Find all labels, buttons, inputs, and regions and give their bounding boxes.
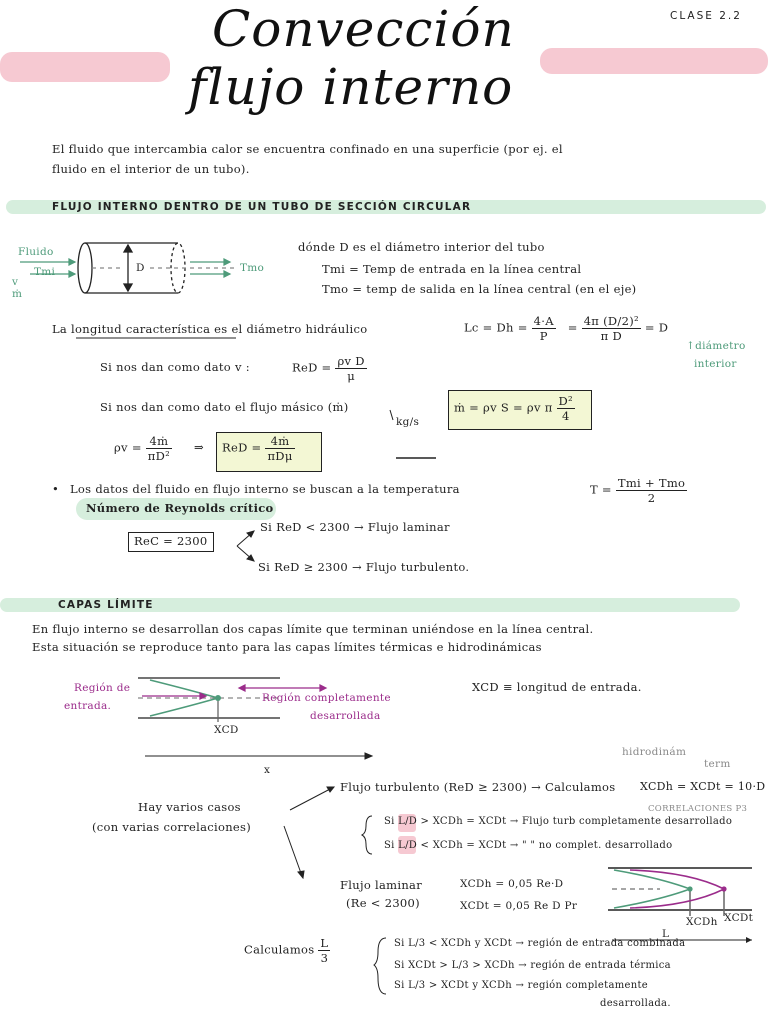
rec-label: ReC = 2300 [134, 534, 208, 548]
calc-num: L [320, 936, 329, 950]
lc-frac2-num: 4π (D/2)² [583, 314, 639, 328]
region-desarrollada-1: Región completamente [262, 692, 391, 704]
xcdt-label: XCDt [724, 912, 754, 924]
calc-text: Calculamos [244, 942, 315, 957]
re-box-den: πDμ [267, 449, 293, 463]
def-tmo: Tmo = temp de salida en la línea central (en el eje) [322, 282, 637, 296]
def-d: dónde D es el diámetro interior del tubo [298, 240, 545, 254]
pv-den: πD² [147, 449, 171, 463]
x-axis-label: x [264, 764, 271, 776]
xcdh-label: XCDh [686, 916, 718, 928]
intro-line1: El fluido que intercambia calor se encuentra confinado en una superficie (por ej. el [52, 142, 563, 156]
pv-equation [114, 434, 172, 463]
laminar-label2: (Re < 2300) [346, 896, 420, 910]
re-box-frac [265, 434, 294, 463]
re-v-eq-label: ReD = [292, 360, 332, 375]
tube-v-label: v [12, 276, 19, 288]
lc-frac1-num: 4·A [533, 314, 554, 328]
m-box-label: ṁ = ρv S = ρv π [454, 400, 553, 415]
re-m-text: Si nos dan como dato el flujo másico (ṁ) [100, 400, 349, 414]
correlaciones-label: CORRELACIONES P3 [648, 804, 748, 814]
class-label: CLASE 2.2 [670, 10, 742, 22]
calc-case3b: desarrollada. [600, 998, 671, 1009]
lc-text: La longitud característica es el diámetro hidráulico [52, 322, 368, 336]
xcd-label: XCD [214, 724, 239, 736]
temp-den: 2 [647, 491, 656, 505]
region-desarrollada-2: desarrollada [310, 710, 381, 722]
calc-case2: Si XCDt > L/3 > XCDh → región de entrada térmica [394, 960, 671, 971]
re-v-num: ρv D [337, 354, 365, 368]
temp-bullet: • [52, 482, 60, 496]
lc-frac2 [582, 314, 641, 343]
re-box-eq [222, 434, 295, 463]
intro-line2: fluido en el interior de un tubo). [52, 162, 250, 176]
turb-text: Flujo turbulento (ReD ≥ 2300) → Calculamos [340, 780, 616, 794]
tube-d-label: D [136, 262, 145, 274]
calc-den: 3 [320, 951, 329, 965]
section2-line1: En flujo interno se desarrollan dos capas límite que terminan uniéndose en la línea central. [32, 622, 594, 636]
re-m-unit: kg/s [396, 416, 420, 428]
temp-text: Los datos del fluido en flujo interno se buscan a la temperatura [70, 482, 460, 496]
turb-si2: Si L/D < XCDh = XCDt → " " no complet. desarrollado [384, 840, 673, 851]
tube-fluido-label: Fluido [18, 246, 54, 258]
casos-line2: (con varias correlaciones) [92, 820, 251, 834]
pv-num: 4ṁ [146, 434, 172, 449]
section2-heading: CAPAS LÍMITE [58, 599, 154, 611]
m-box-frac [557, 394, 575, 423]
case-turbulent: Si ReD ≥ 2300 → Flujo turbulento. [258, 560, 470, 574]
lc-frac1 [532, 314, 556, 343]
laminar-eq2: XCDt = 0,05 Re D Pr [460, 900, 578, 912]
lc-frac2-den: π D [600, 329, 622, 343]
casos-line1: Hay varios casos [138, 800, 241, 814]
lc-result: = D [644, 320, 669, 335]
pipe-l-label: L [662, 928, 670, 940]
turb-eq: XCDh = XCDt = 10·D [640, 780, 766, 793]
temp-num: Tmi + Tmo [617, 476, 686, 490]
pv-eq-label: ρv = [114, 440, 142, 455]
tube-tmi-label: Tmi [34, 266, 56, 278]
tube-diagram [78, 243, 235, 293]
section1-heading: FLUJO INTERNO DENTRO DE UN TUBO DE SECCIÓN CIRCULAR [52, 201, 472, 213]
calc-case1: Si L/3 < XCDh y XCDt → región de entrada combinada [394, 938, 686, 949]
turb-si1: Si L/D > XCDh = XCDt → Flujo turb completamente desarrollado [384, 816, 733, 827]
page-title-line2: flujo interno [188, 58, 514, 116]
m-box-num: D² [558, 394, 573, 408]
tube-m-label: ṁ [12, 288, 23, 300]
term-label: term [704, 758, 731, 770]
re-box-num: 4ṁ [265, 434, 294, 449]
m-box-eq [454, 394, 575, 423]
re-v-frac [335, 354, 366, 383]
m-box-den: 4 [561, 409, 570, 423]
lc-frac1-den: P [539, 329, 548, 343]
lc-equation: Lc = Dh = $\frac{4\cdot A}{P}$ = $\frac{\text{4π (D/2)²}}{\text{π D}}$ = D [464, 314, 669, 343]
page-title-line1: Convección [212, 0, 515, 58]
re-v-den: μ [347, 369, 356, 383]
case-laminar: Si ReD < 2300 → Flujo laminar [260, 520, 450, 534]
temp-frac [616, 476, 687, 505]
calc-label [244, 936, 330, 965]
temp-eq-label: T = [590, 482, 612, 497]
pv-frac [146, 434, 172, 463]
def-tmi: Tmi = Temp de entrada en la línea central [322, 262, 582, 276]
region-entrada-2: entrada. [64, 700, 112, 712]
lc-note2: interior [694, 358, 737, 370]
calc-frac [318, 936, 330, 965]
hidro-label: hidrodinám [622, 746, 687, 758]
lc-eq-label: Lc = Dh = [464, 320, 528, 335]
xcd-definition: XCD ≡ longitud de entrada. [472, 680, 642, 694]
section2-line2: Esta situación se reproduce tanto para las capas límites térmicas e hidrodinámicas [32, 640, 542, 654]
laminar-label1: Flujo laminar [340, 878, 422, 892]
re-v-equation [292, 354, 367, 383]
region-entrada-1: Región de [74, 682, 131, 694]
re-v-text: Si nos dan como dato v : [100, 360, 250, 374]
temp-equation [590, 476, 687, 505]
reynolds-critico: Número de Reynolds crítico [86, 501, 274, 515]
calc-case3a: Si L/3 > XCDt y XCDh → región completamente [394, 980, 648, 991]
re-box-label: ReD = [222, 440, 262, 455]
implies-arrow: ⇒ [194, 440, 204, 454]
tube-tmo-label: Tmo [240, 262, 265, 274]
laminar-eq1: XCDh = 0,05 Re·D [460, 878, 564, 890]
lc-note1: ↑diámetro [686, 340, 746, 352]
